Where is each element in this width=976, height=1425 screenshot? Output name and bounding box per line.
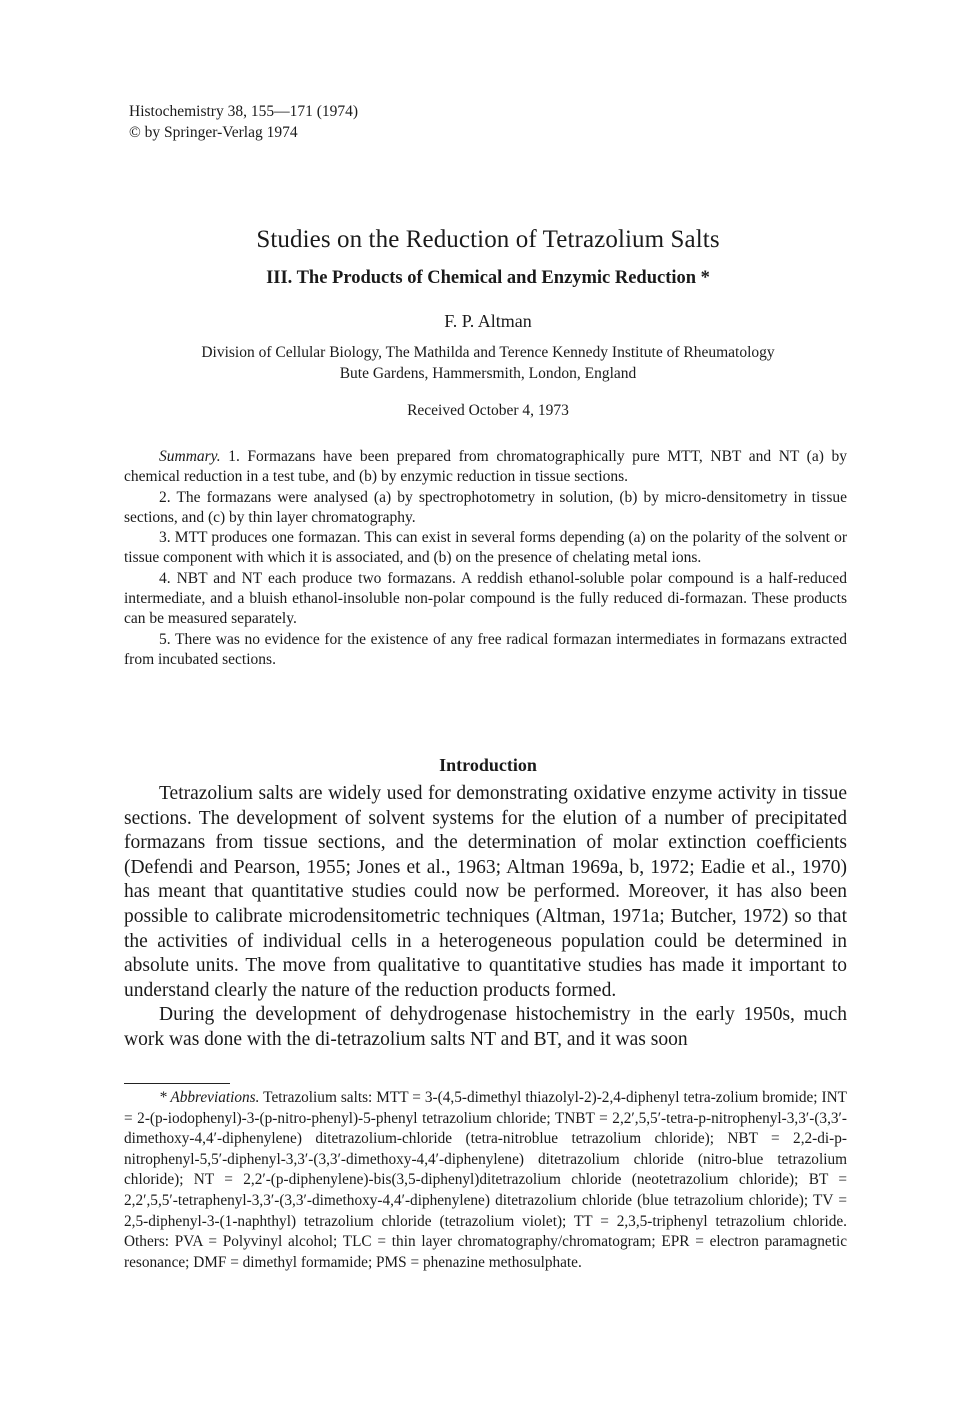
author-name: F. P. Altman bbox=[444, 311, 532, 331]
summary-item: 5. There was no evidence for the existence of any free radical formazan intermediates in formazans extracted from incubated sections. bbox=[124, 630, 847, 668]
footnote-body: Tetrazolium salts: MTT = 3-(4,5-dimethyl thiazolyl-2)-2,4-diphenyl tetra-zolium bromide; INT = 2-(p-iodophenyl)-3-(p-nitro-phenyl)-5-phenyl tetrazolium chloride; TNBT = 2,2′,5,5′-tetra-p-nitrophenyl-3,3′-(3,3′-dimethoxy-4,4′-diphenylene) ditetrazolium-chloride (tetra-nitroblue tetrazolium chloride); NBT = 2,2-di-p-nitrophenyl-5,5′-diphenyl-3,3′-(3,3′-dimethoxy-4,4′-diphenylene) ditetrazolium chloride (nitro-blue tetrazolium chloride); NT = 2,2′-(p-diphenylene)-bis(3,5-diphenyl)ditetrazolium chloride (neotetrazolium chloride); BT = 2,2′,5,5′-tetraphenyl-3,3′-(3,3′-dimethoxy-4,4′-diphenylene) ditetrazolium chloride (blue tetrazolium chloride); TV = 2,5-diphenyl-3-(1-naphthyl) tetrazolium chloride (tetrazolium violet); TT = 2,3,5-triphenyl tetrazolium chloride. Others: PVA = Polyvinyl alcohol; TLC = thin layer chromatography/chromatogram; EPR = electron paramagnetic resonance; DMF = dimethyl formamide; PMS = phenazine methosulphate. bbox=[124, 1089, 847, 1271]
affiliation-line: Division of Cellular Biology, The Mathilda and Terence Kennedy Institute of Rheumatology bbox=[201, 344, 775, 361]
summary-label: Summary. bbox=[159, 448, 221, 465]
body-paragraph: During the development of dehydrogenase histochemistry in the early 1950s, much work was done with the di-tetrazolium salts NT and BT, and it was soon bbox=[124, 1004, 847, 1050]
journal-citation: Histochemistry 38, 155—171 (1974) bbox=[129, 103, 359, 120]
footnote bbox=[124, 1088, 847, 1273]
footnote-label: * Abbreviations. bbox=[159, 1089, 260, 1106]
introduction-body bbox=[124, 782, 847, 1053]
section-heading: Introduction bbox=[439, 755, 537, 775]
copyright-line: © by Springer-Verlag 1974 bbox=[129, 124, 298, 141]
summary-item: 2. The formazans were analysed (a) by spectrophotometry in solution, (b) by micro-densitometry in tissue sections, and (c) by thin layer chromatography. bbox=[124, 488, 847, 526]
summary-item bbox=[124, 447, 847, 488]
affiliation bbox=[100, 342, 876, 384]
received-date: Received October 4, 1973 bbox=[407, 402, 569, 419]
article-subtitle: III. The Products of Chemical and Enzymic Reduction * bbox=[266, 268, 710, 288]
summary-section bbox=[124, 447, 847, 670]
summary-item: 4. NBT and NT each produce two formazans. A reddish ethanol-soluble polar compound is a half-reduced intermediate, and a bluish ethanol-insoluble non-polar compound is the fully reduced di-formazan. These products can be measured separately. bbox=[124, 569, 847, 628]
journal-header bbox=[129, 101, 358, 143]
article-title: Studies on the Reduction of Tetrazolium Salts bbox=[256, 226, 720, 253]
footnote-text bbox=[124, 1088, 847, 1273]
body-paragraph: Tetrazolium salts are widely used for demonstrating oxidative enzyme activity in tissue sections. The development of solvent systems for the elution of a number of precipitated formazans from tissue sections, and the determination of molar extinction coefficients (Defendi and Pearson, 1955; Jones et al., 1963; Altman 1969a, b, 1972; Eadie et al., 1970) has meant that quantitative studies could now be performed. Moreover, it has also been possible to calibrate microdensitometric techniques (Altman, 1971a; Butcher, 1972) so that the activities of individual cells in a heterogeneous population could be determined in absolute units. The move from qualitative to quantitative studies has made it important to understand clearly the nature of the reduction products formed. bbox=[124, 783, 847, 1001]
affiliation-line: Bute Gardens, Hammersmith, London, England bbox=[339, 365, 637, 382]
summary-item-text: 1. Formazans have been prepared from chromatographically pure MTT, NBT and NT (a) by chemical reduction in a test tube, and (b) by enzymic reduction in tissue sections. bbox=[124, 448, 847, 486]
footnote-divider bbox=[124, 1083, 230, 1084]
summary-item: 3. MTT produces one formazan. This can exist in several forms depending (a) on the polarity of the solvent or tissue component with which it is associated, and (b) on the presence of chelating metal ions. bbox=[124, 529, 847, 567]
